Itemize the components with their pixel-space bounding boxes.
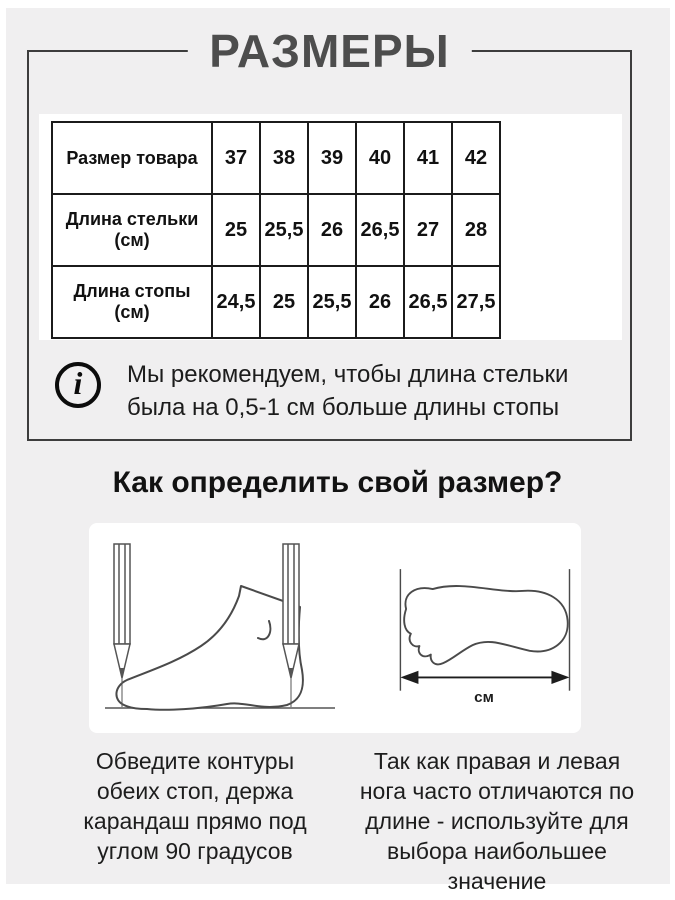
measure-arrow-icon	[400, 671, 569, 684]
insole-value-cell: 27	[404, 194, 452, 266]
foot-value-cell: 25,5	[308, 266, 356, 338]
table-row-insole	[52, 194, 500, 266]
table-row-size	[52, 122, 500, 194]
size-value-cell: 39	[308, 122, 356, 194]
size-value-cell: 38	[260, 122, 308, 194]
table-row-foot	[52, 266, 500, 338]
insole-value-cell: 26,5	[356, 194, 404, 266]
caption-tracing	[50, 746, 340, 896]
caption-line: нога часто отличаются по	[359, 778, 635, 804]
insole-value-cell: 25	[212, 194, 260, 266]
measure-unit-label: см	[474, 689, 494, 707]
recommendation-text	[127, 358, 568, 424]
row-label-foot: Длина стопы (см)	[52, 266, 212, 338]
row-label-size: Размер товара	[52, 122, 212, 194]
recommendation-line: Мы рекомендуем, чтобы длина стельки	[127, 361, 569, 388]
insole-value-cell: 26	[308, 194, 356, 266]
caption-line: карандаш прямо под	[83, 808, 307, 834]
caption-line: углом 90 градусов	[97, 838, 293, 864]
foot-profile-drawing	[116, 586, 302, 710]
recommendation-line: была на 0,5-1 см больше длины стопы	[127, 394, 560, 421]
captions-row	[0, 746, 675, 896]
caption-line: Так как правая и левая	[373, 748, 621, 774]
caption-line: Обведите контуры	[95, 748, 295, 774]
caption-line: длине - используйте для	[365, 808, 629, 834]
foot-value-cell: 27,5	[452, 266, 500, 338]
how-to-heading: Как определить свой размер?	[112, 466, 563, 499]
size-value-cell: 41	[404, 122, 452, 194]
foot-value-cell: 24,5	[212, 266, 260, 338]
caption-line: выбора наибольшее	[387, 838, 607, 864]
size-value-cell: 40	[356, 122, 404, 194]
page-title: РАЗМЕРЫ	[187, 22, 471, 80]
size-table-card	[39, 114, 622, 340]
foot-value-cell: 26	[356, 266, 404, 338]
foot-value-cell: 26,5	[404, 266, 452, 338]
info-icon: i	[55, 362, 101, 408]
caption-line: значение	[447, 868, 547, 894]
foot-value-cell: 25	[260, 266, 308, 338]
foot-measure-illustration	[389, 528, 579, 728]
illustration-panel	[89, 523, 581, 733]
insole-value-cell: 28	[452, 194, 500, 266]
foot-tracing-illustration	[97, 528, 347, 728]
size-value-cell: 42	[452, 122, 500, 194]
size-table	[51, 121, 501, 339]
sizes-section-box	[27, 25, 632, 441]
footprint-drawing	[404, 586, 568, 664]
size-value-cell: 37	[212, 122, 260, 194]
caption-line: обеих стоп, держа	[96, 778, 294, 804]
row-label-insole: Длина стельки (см)	[52, 194, 212, 266]
caption-measuring	[346, 746, 648, 896]
recommendation-note	[55, 358, 568, 424]
insole-value-cell: 25,5	[260, 194, 308, 266]
